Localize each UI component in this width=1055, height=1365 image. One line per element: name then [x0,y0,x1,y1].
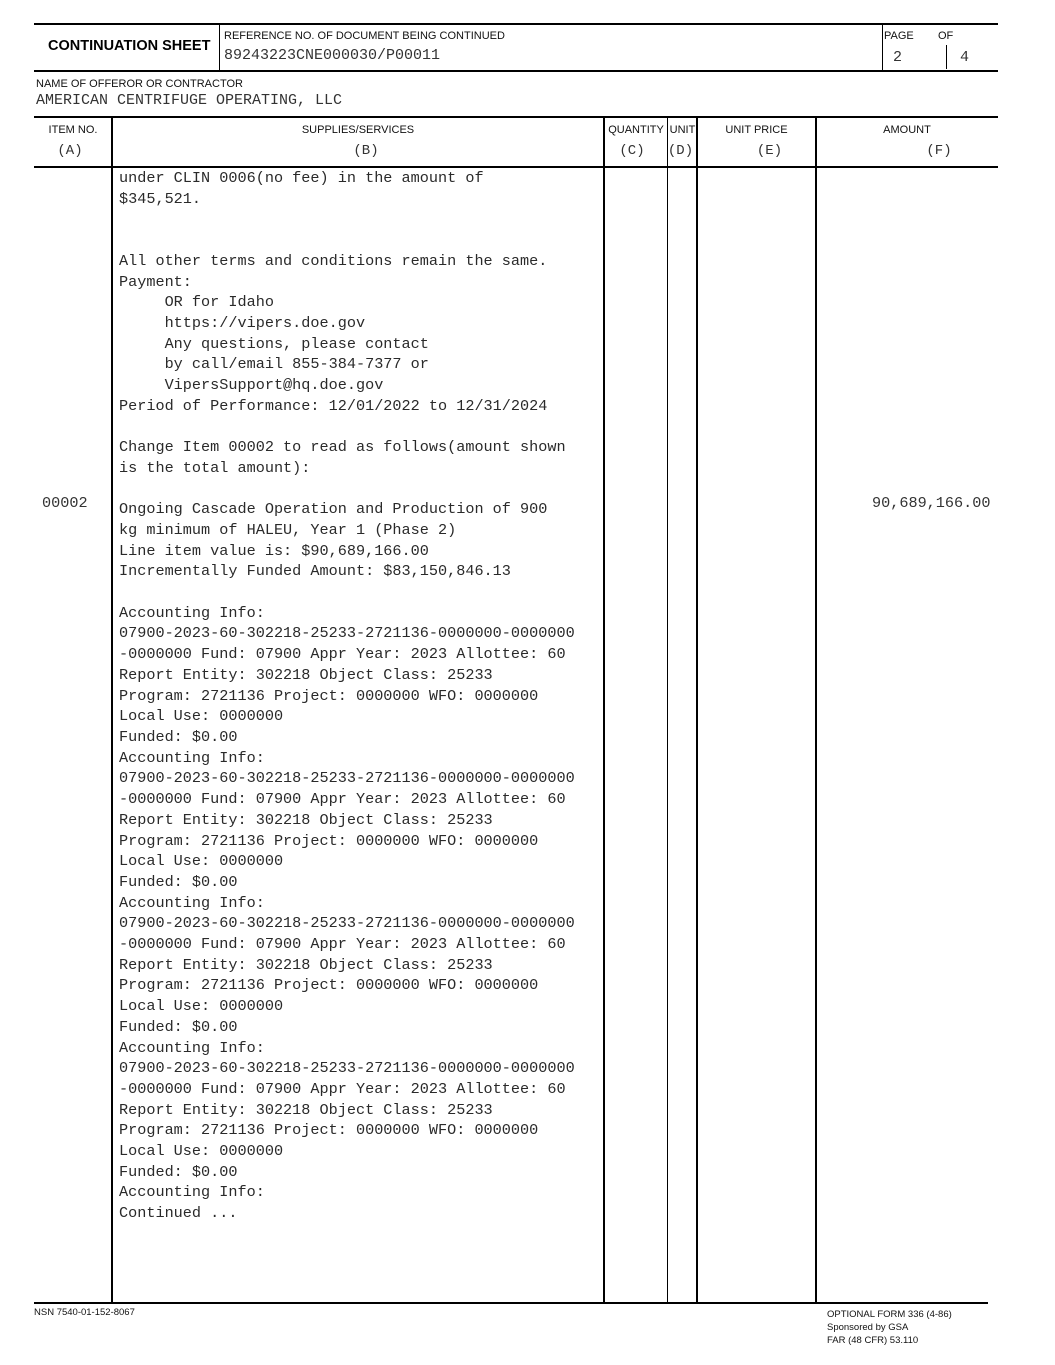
supplies-description [119,168,603,1224]
description-line: Local Use: 0000000 [119,997,284,1016]
description-line: OR for Idaho [119,293,274,312]
col-unit-header: UNIT [669,124,696,136]
description-line: 07900-2023-60-302218-25233-2721136-0000000-0000000 [119,769,575,788]
col-quantity-header: QUANTITY [608,124,664,136]
description-line: All other terms and conditions remain the same. [119,251,548,270]
table-bottom-rule [34,1302,988,1304]
header-title-divider [219,24,220,71]
description-line: 07900-2023-60-302218-25233-2721136-0000000-0000000 [119,1059,575,1078]
divider-a-b [111,117,113,1304]
page-label: PAGE [884,30,914,42]
item-amount: 90,689,166.00 [872,494,991,512]
description-line: Program: 2721136 Project: 0000000 WFO: 0000000 [119,686,539,705]
col-f-code: (F) [926,143,952,159]
description-line [119,230,603,251]
form-far-citation: FAR (48 CFR) 53.110 [827,1335,919,1346]
col-a-code: (A) [57,143,83,159]
description-line: Program: 2721136 Project: 0000000 WFO: 0000000 [119,1121,539,1140]
description-line: $345,521. [119,189,202,208]
description-line: Report Entity: 302218 Object Class: 25233 [119,810,493,829]
description-line: Accounting Info: [119,1183,265,1202]
description-line: Change Item 00002 to read as follows(amount shown [119,438,566,457]
offeror-bottom-rule [34,116,998,118]
description-line: -0000000 Fund: 07900 Appr Year: 2023 Allottee: 60 [119,1079,566,1098]
of-label: OF [938,30,954,42]
description-line: Accounting Info: [119,748,265,767]
description-line: Report Entity: 302218 Object Class: 25233 [119,665,493,684]
col-amount-header: AMOUNT [883,124,931,136]
description-line: Funded: $0.00 [119,872,238,891]
item-number: 00002 [42,494,88,512]
description-line [119,209,603,230]
description-line: Program: 2721136 Project: 0000000 WFO: 0000000 [119,831,539,850]
header-page-divider [882,24,883,71]
col-item-no-header: ITEM NO. [48,124,98,136]
description-line: VipersSupport@hq.doe.gov [119,376,384,395]
offeror-name: AMERICAN CENTRIFUGE OPERATING, LLC [36,92,343,109]
description-line: kg minimum of HALEU, Year 1 (Phase 2) [119,520,457,539]
description-line: Local Use: 0000000 [119,1142,284,1161]
col-c-code: (C) [619,143,645,159]
description-line: Accounting Info: [119,1038,265,1057]
col-b-code: (B) [353,143,379,159]
description-line: https://vipers.doe.gov [119,313,366,332]
description-line: by call/email 855-384-7377 or [119,355,429,374]
description-line: Accounting Info: [119,893,265,912]
reference-number: 89243223CNE000030/P00011 [224,47,441,64]
description-line: -0000000 Fund: 07900 Appr Year: 2023 Allottee: 60 [119,935,566,954]
description-line [119,416,603,437]
col-supplies-header: SUPPLIES/SERVICES [301,124,415,136]
col-d-code: (D) [667,143,694,159]
col-e-code: (E) [756,143,783,159]
description-line: Report Entity: 302218 Object Class: 25233 [119,1100,493,1119]
description-line: -0000000 Fund: 07900 Appr Year: 2023 Allottee: 60 [119,790,566,809]
description-line: Line item value is: $90,689,166.00 [119,541,429,560]
description-line: Any questions, please contact [119,334,429,353]
description-line [119,479,603,500]
description-line: Local Use: 0000000 [119,852,284,871]
description-line: Local Use: 0000000 [119,707,284,726]
description-line: Incrementally Funded Amount: $83,150,846.13 [119,562,511,581]
form-title: CONTINUATION SHEET [48,38,211,54]
description-line [119,582,603,603]
page-total: 4 [960,49,970,66]
reference-label: REFERENCE NO. OF DOCUMENT BEING CONTINUED [224,30,505,42]
description-line: 07900-2023-60-302218-25233-2721136-0000000-0000000 [119,624,575,643]
divider-e-f [815,117,817,1304]
description-line: Period of Performance: 12/01/2022 to 12/31/2024 [119,396,548,415]
description-line: Report Entity: 302218 Object Class: 25233 [119,955,493,974]
col-unit-price-header: UNIT PRICE [725,124,788,136]
description-line: Funded: $0.00 [119,1162,238,1181]
form-sponsor: Sponsored by GSA [827,1322,909,1333]
page-number: 2 [893,49,903,66]
description-line: Program: 2721136 Project: 0000000 WFO: 0000000 [119,976,539,995]
offeror-label: NAME OF OFFEROR OR CONTRACTOR [36,78,243,90]
description-line: Payment: [119,272,192,291]
description-line: Ongoing Cascade Operation and Production of 900 [119,500,548,519]
description-line: under CLIN 0006(no fee) in the amount of [119,169,484,187]
divider-d-e [696,117,698,1304]
description-line: -0000000 Fund: 07900 Appr Year: 2023 Allottee: 60 [119,645,566,664]
description-line: Accounting Info: [119,603,265,622]
divider-c-d [667,117,668,1304]
description-line: Continued ... [119,1204,238,1223]
description-line: Funded: $0.00 [119,727,238,746]
header-bottom-rule [34,70,998,72]
description-line: Funded: $0.00 [119,1017,238,1036]
nsn-number: NSN 7540-01-152-8067 [34,1307,135,1318]
header-of-divider [946,45,947,69]
header-top-rule [34,23,998,25]
divider-b-c [603,117,605,1304]
description-line: is the total amount): [119,458,311,477]
form-number: OPTIONAL FORM 336 (4-86) [827,1309,952,1320]
description-line: 07900-2023-60-302218-25233-2721136-0000000-0000000 [119,914,575,933]
